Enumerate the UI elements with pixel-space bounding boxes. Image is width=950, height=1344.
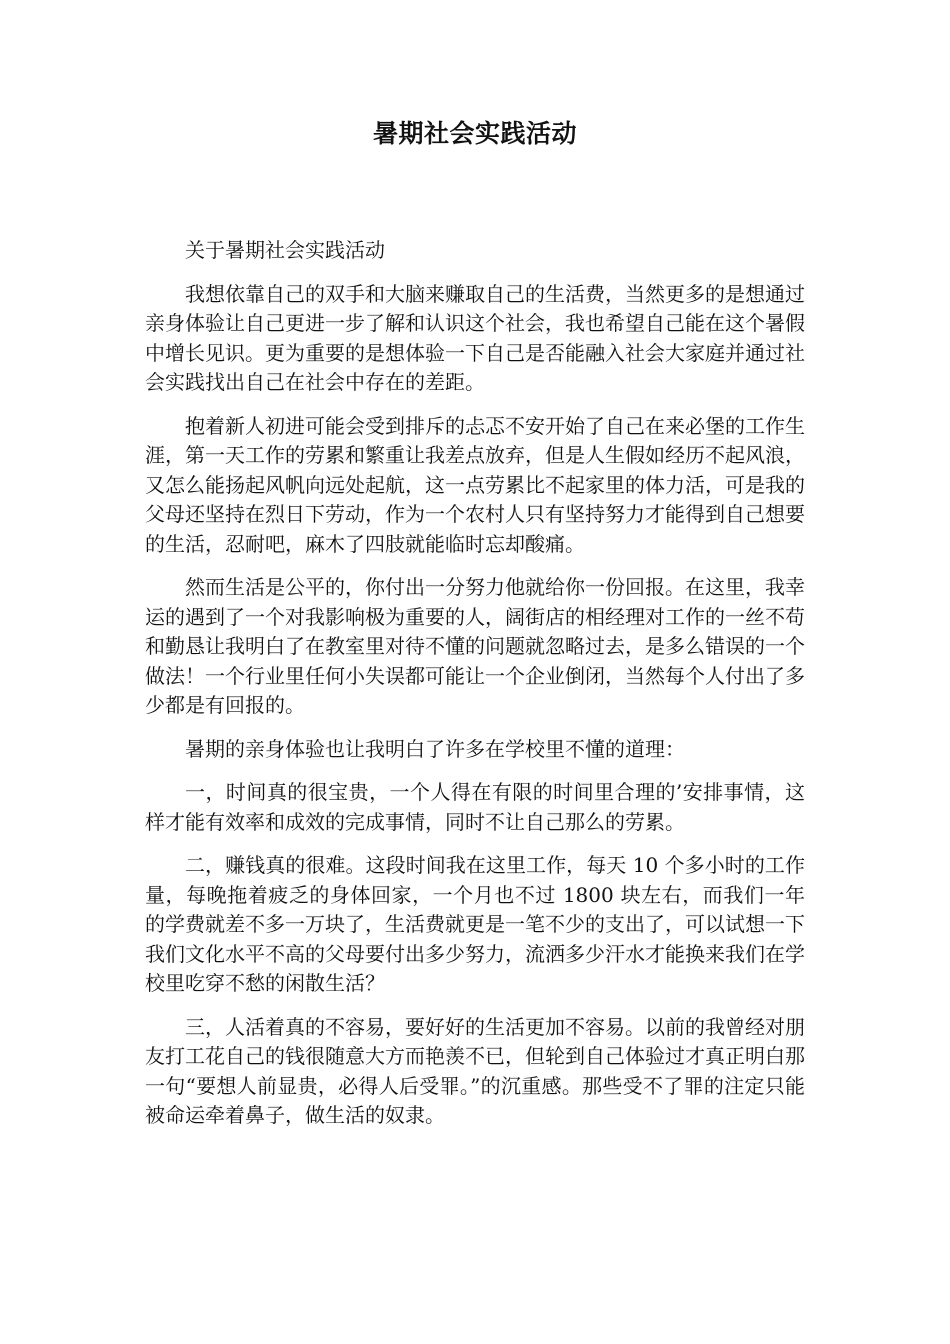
paragraph-lesson-time: 一，时间真的很宝贵，一个人得在有限的时间里合理的’安排事情，这样才能有效率和成效的完成事情，同时不让自己那么的劳累。 [145,780,805,834]
paragraph-motivation: 我想依靠自己的双手和大脑来赚取自己的生活费，当然更多的是想通过亲身体验让自己更进一步了解和认识这个社会，我也希望自己能在这个暑假中增长见识。更为重要的是想体验一下自己是否能融入社会大家庭并通过社会实践找出自己在社会中存在的差距。 [145,281,805,394]
paragraph-lessons-intro: 暑期的亲身体验也让我明白了许多在学校里不懂的道理： [185,736,685,761]
document-body [145,236,805,1145]
paragraph-manager: 然而生活是公平的，你付出一分努力他就给你一份回报。在这里，我幸运的遇到了一个对我影响极为重要的人，阔街店的相经理对工作的一丝不苟和勤恳让我明白了在教室里对待不懂的问题就忽略过去，是多么错误的一个做法！一个行业里任何小失误都可能让一个企业倒闭，当然每个人付出了多少都是有回报的。 [145,575,805,717]
document-title: 暑期社会实践活动 [372,119,577,148]
paragraph-lesson-life: 三，人活着真的不容易，要好好的生活更加不容易。以前的我曾经对朋友打工花自己的钱很随意大方而艳羡不已，但轮到自己体验过才真正明白那一句“要想人前显贵，必得人后受罪。”的沉重感。那些受不了罪的注定只能被命运牵着鼻子，做生活的奴隶。 [145,1014,805,1127]
paragraph-work-start: 抱着新人初进可能会受到排斥的忐忑不安开始了自己在来必堡的工作生涯，第一天工作的劳累和繁重让我差点放弃，但是人生假如经历不起风浪，又怎么能扬起风帆向远处起航，这一点劳累比不起家里的体力活，可是我的父母还坚持在烈日下劳动，作为一个农村人只有坚持努力才能得到自己想要的生活，忍耐吧，麻木了四肢就能临时忘却酸痛。 [145,413,805,556]
paragraph-intro: 关于暑期社会实践活动 [185,238,385,262]
paragraph-lesson-money: 二，赚钱真的很难。这段时间我在这里工作，每天 10 个多小时的工作量，每晚拖着疲乏的身体回家，一个月也不过 1800 块左右，而我们一年的学费就差不多一万块了，生活费就更是一笔不少的支出了，可以试想一下我们文化水平不高的父母要付出多少努力，流洒多少汗水才能换来我们在学校里吃穿不愁的闲散生活？ [145,853,805,995]
